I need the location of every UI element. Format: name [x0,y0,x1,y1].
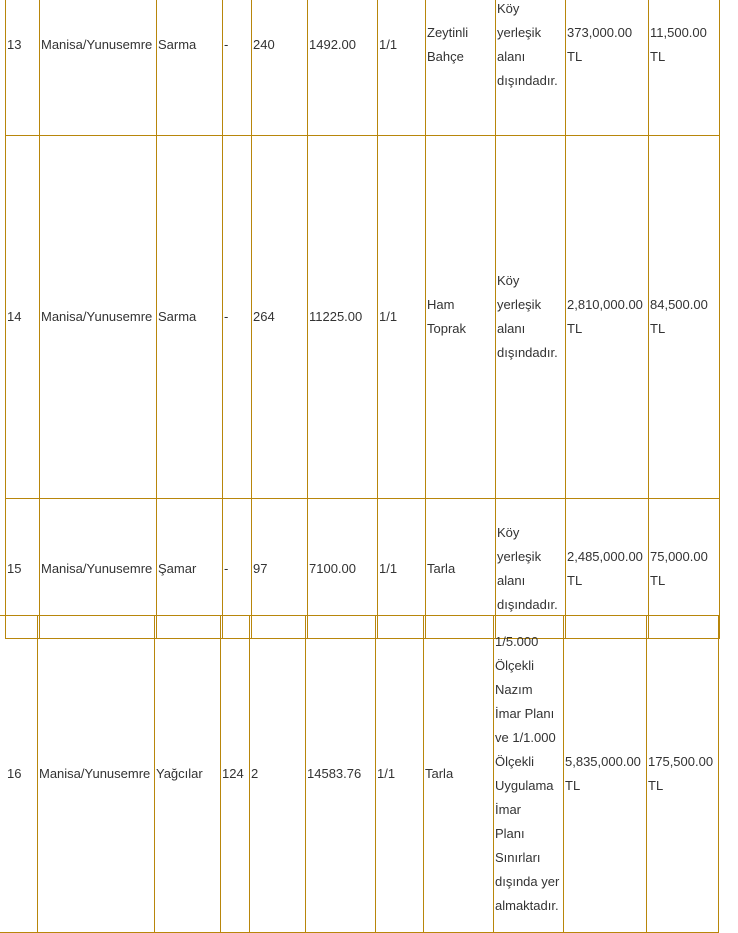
status-line: dışındadır. [497,345,558,360]
row-number: 14 [6,136,40,499]
location-cell: Manisa/Yunusemre [40,499,157,639]
deposit-value: 75,000.00 [650,548,708,564]
share-cell: 1/1 [378,0,426,136]
status-line: İmar Planı [495,706,555,721]
status-line: dışındadır. [497,596,558,612]
deposit-value: 84,500.00 [650,297,708,312]
quality-line: Toprak [427,321,467,336]
quality-line: Ham [427,297,455,312]
row-number: 15 [6,499,40,639]
currency-label: TL [648,778,664,793]
quality-line: Zeytinli [427,25,469,40]
row-number: 13 [6,0,40,136]
quality-cell [426,136,496,499]
price-value: 5,835,000.00 [565,754,641,769]
area-cell: 14583.76 [306,616,376,933]
status-line: Ölçekli [495,658,535,673]
status-line: alanı [497,321,526,336]
currency-label: TL [650,572,666,588]
auction-table-bottom [0,615,719,933]
share-cell: 1/1 [378,499,426,639]
parcel-cell: 240 [252,0,308,136]
price-cell [564,616,647,933]
quality-cell [424,616,494,933]
block-cell: - [223,0,252,136]
status-line: alanı [497,572,526,588]
price-value: 2,485,000.00 [567,548,643,564]
status-line: Ölçekli [495,754,535,769]
status-line: ve 1/1.000 [495,730,556,745]
parcel-cell: 2 [250,616,306,933]
deposit-cell [649,0,720,136]
status-cell [494,616,564,933]
quality-line: Bahçe [427,49,464,64]
status-line: Köy [497,1,520,16]
price-value: 373,000.00 [567,25,633,40]
block-cell: - [223,499,252,639]
status-line: Köy [497,524,520,540]
deposit-cell [649,136,720,499]
location-cell: Manisa/Yunusemre [40,0,157,136]
price-value: 2,810,000.00 [567,297,643,312]
status-line: 1/5.000 [495,634,539,649]
status-line: yerleşik [497,297,542,312]
location-cell: Manisa/Yunusemre [38,616,155,933]
table-row [0,616,719,933]
currency-label: TL [650,49,666,64]
status-line: alanı [497,49,526,64]
quality-line: Tarla [427,560,456,576]
auction-table-top [5,0,720,639]
parcel-cell: 97 [252,499,308,639]
neighborhood-cell: Yağcılar [155,616,221,933]
neighborhood-cell: Sarma [157,0,223,136]
quality-cell [426,0,496,136]
currency-label: TL [565,778,581,793]
share-cell: 1/1 [378,136,426,499]
location-cell: Manisa/Yunusemre [40,136,157,499]
area-cell: 7100.00 [308,499,378,639]
neighborhood-cell: Sarma [157,136,223,499]
area-cell: 1492.00 [308,0,378,136]
currency-label: TL [567,572,583,588]
table-row [6,136,720,499]
price-cell [566,0,649,136]
status-line: Köy [497,273,520,288]
status-line: Planı [495,826,525,841]
price-cell [566,136,649,499]
parcel-cell: 264 [252,136,308,499]
status-line: almaktadır. [495,898,559,913]
status-line: dışında yer [495,874,560,889]
status-line: yerleşik [497,25,542,40]
status-line: yerleşik [497,548,542,564]
deposit-value: 11,500.00 [650,25,707,40]
currency-label: TL [567,49,583,64]
area-cell: 11225.00 [308,136,378,499]
currency-label: TL [650,321,666,336]
neighborhood-cell: Şamar [157,499,223,639]
status-cell [496,0,566,136]
currency-label: TL [567,321,583,336]
status-line: Nazım [495,682,533,697]
row-number: 16 [0,616,38,933]
status-line: dışındadır. [497,73,558,88]
block-cell: - [223,136,252,499]
status-cell [496,136,566,499]
deposit-cell [647,616,719,933]
share-cell: 1/1 [376,616,424,933]
status-line: Uygulama [495,778,554,793]
status-line: İmar [495,802,521,817]
block-cell: 124 [221,616,250,933]
deposit-value: 175,500.00 [648,754,714,769]
quality-line: Tarla [425,766,454,781]
table-row [6,0,720,136]
status-line: Sınırları [495,850,541,865]
